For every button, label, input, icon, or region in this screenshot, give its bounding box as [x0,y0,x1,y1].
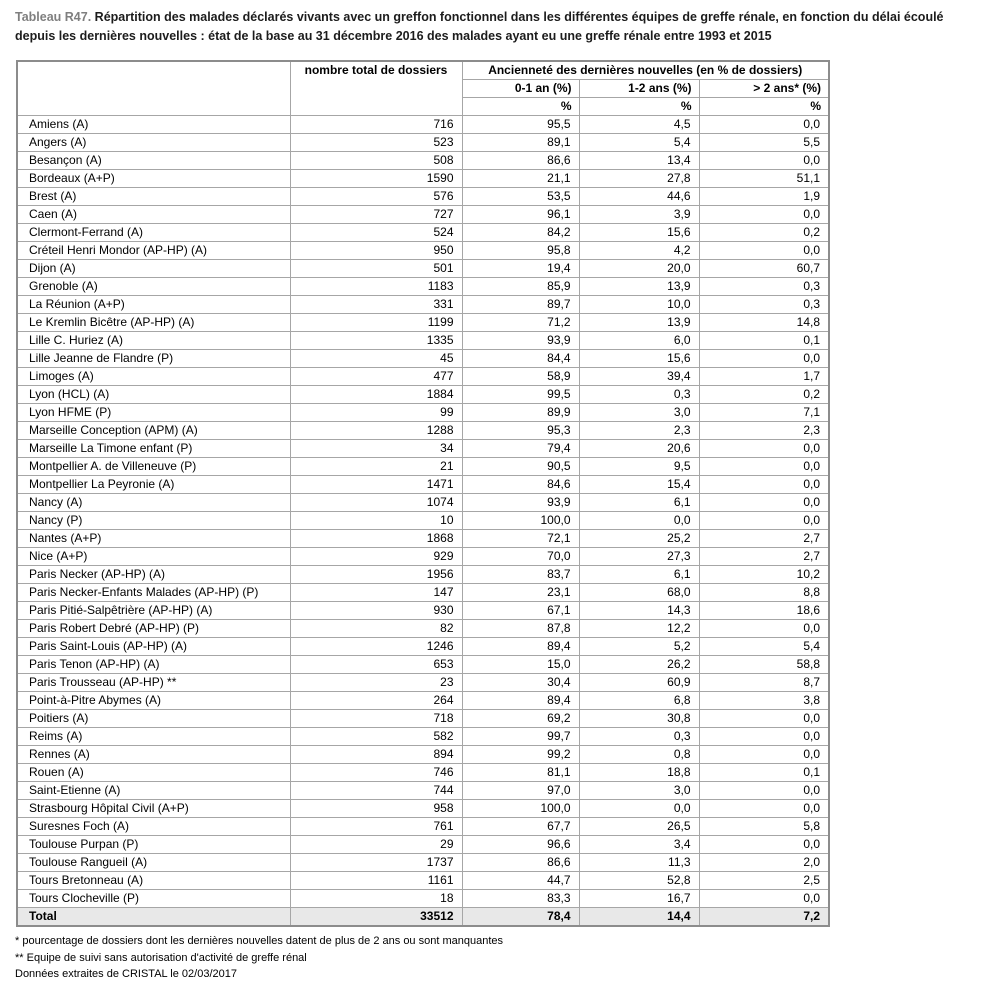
pct-1-2-ans-cell: 68,0 [579,584,699,602]
pct-0-1-an-cell: 85,9 [462,278,579,296]
total-dossiers-cell: 264 [290,692,462,710]
pct-0-1-an-cell: 84,6 [462,476,579,494]
table-row [17,296,829,314]
table-row [17,890,829,908]
pct-0-1-an-cell: 93,9 [462,332,579,350]
pct-gt-2-ans-cell: 0,2 [699,386,829,404]
table-row [17,440,829,458]
table-row [17,404,829,422]
pct-gt-2-ans-cell: 0,0 [699,476,829,494]
pct-1-2-ans-cell: 15,6 [579,224,699,242]
pct-0-1-an-cell: 95,8 [462,242,579,260]
pct-1-2-ans-cell: 52,8 [579,872,699,890]
table-row [17,476,829,494]
header-anciennete-group: Ancienneté des dernières nouvelles (en % de dossiers) [462,61,829,80]
pct-0-1-an-cell: 96,6 [462,836,579,854]
table-row [17,512,829,530]
team-name-cell: Brest (A) [17,188,290,206]
table-row [17,188,829,206]
pct-0-1-an-cell: 78,4 [462,908,579,927]
table-row [17,278,829,296]
total-dossiers-cell: 653 [290,656,462,674]
total-dossiers-cell: 929 [290,548,462,566]
total-row [17,908,829,927]
total-dossiers-cell: 1199 [290,314,462,332]
total-dossiers-cell: 1590 [290,170,462,188]
total-dossiers-cell: 1471 [290,476,462,494]
pct-0-1-an-cell: 30,4 [462,674,579,692]
pct-1-2-ans-cell: 3,0 [579,782,699,800]
total-dossiers-cell: 508 [290,152,462,170]
pct-1-2-ans-cell: 14,3 [579,602,699,620]
footnotes [15,933,503,983]
pct-gt-2-ans-cell: 0,0 [699,512,829,530]
pct-gt-2-ans-cell: 0,0 [699,728,829,746]
pct-gt-2-ans-cell: 51,1 [699,170,829,188]
total-dossiers-cell: 744 [290,782,462,800]
total-dossiers-cell: 576 [290,188,462,206]
pct-1-2-ans-cell: 0,3 [579,728,699,746]
table-row [17,530,829,548]
team-name-cell: Nancy (A) [17,494,290,512]
pct-0-1-an-cell: 97,0 [462,782,579,800]
table-row [17,674,829,692]
pct-1-2-ans-cell: 15,6 [579,350,699,368]
table-row [17,206,829,224]
total-dossiers-cell: 930 [290,602,462,620]
team-name-cell: Limoges (A) [17,368,290,386]
team-name-cell: Paris Necker (AP-HP) (A) [17,566,290,584]
total-dossiers-cell: 18 [290,890,462,908]
total-dossiers-cell: 1246 [290,638,462,656]
pct-gt-2-ans-cell: 1,7 [699,368,829,386]
team-name-cell: Paris Tenon (AP-HP) (A) [17,656,290,674]
pct-gt-2-ans-cell: 0,0 [699,800,829,818]
pct-gt-2-ans-cell: 5,4 [699,638,829,656]
pct-gt-2-ans-cell: 0,0 [699,242,829,260]
table-row [17,818,829,836]
pct-gt-2-ans-cell: 0,0 [699,746,829,764]
pct-1-2-ans-cell: 0,0 [579,512,699,530]
pct-gt-2-ans-cell: 60,7 [699,260,829,278]
pct-1-2-ans-cell: 11,3 [579,854,699,872]
pct-1-2-ans-cell: 2,3 [579,422,699,440]
pct-gt-2-ans-cell: 58,8 [699,656,829,674]
pct-gt-2-ans-cell: 0,0 [699,620,829,638]
team-name-cell: Bordeaux (A+P) [17,170,290,188]
pct-0-1-an-cell: 23,1 [462,584,579,602]
team-name-cell: Montpellier A. de Villeneuve (P) [17,458,290,476]
pct-1-2-ans-cell: 6,1 [579,494,699,512]
pct-0-1-an-cell: 89,4 [462,638,579,656]
table-row [17,494,829,512]
total-dossiers-cell: 523 [290,134,462,152]
pct-1-2-ans-cell: 60,9 [579,674,699,692]
team-name-cell: Lyon (HCL) (A) [17,386,290,404]
pct-0-1-an-cell: 95,3 [462,422,579,440]
team-name-cell: Lyon HFME (P) [17,404,290,422]
table-row [17,368,829,386]
total-dossiers-cell: 894 [290,746,462,764]
total-dossiers-cell: 582 [290,728,462,746]
team-name-cell: Reims (A) [17,728,290,746]
team-name-cell: La Réunion (A+P) [17,296,290,314]
team-name-cell: Dijon (A) [17,260,290,278]
team-name-cell: Lille C. Huriez (A) [17,332,290,350]
team-name-cell: Toulouse Purpan (P) [17,836,290,854]
table-row [17,260,829,278]
pct-0-1-an-cell: 71,2 [462,314,579,332]
pct-0-1-an-cell: 81,1 [462,764,579,782]
pct-0-1-an-cell: 53,5 [462,188,579,206]
pct-0-1-an-cell: 84,2 [462,224,579,242]
pct-0-1-an-cell: 21,1 [462,170,579,188]
pct-1-2-ans-cell: 5,4 [579,134,699,152]
pct-0-1-an-cell: 67,1 [462,602,579,620]
total-dossiers-cell: 958 [290,800,462,818]
pct-1-2-ans-cell: 25,2 [579,530,699,548]
table-row [17,548,829,566]
pct-1-2-ans-cell: 13,4 [579,152,699,170]
team-name-cell: Tours Clocheville (P) [17,890,290,908]
pct-0-1-an-cell: 58,9 [462,368,579,386]
total-dossiers-cell: 727 [290,206,462,224]
pct-gt-2-ans-cell: 0,0 [699,836,829,854]
pct-0-1-an-cell: 99,2 [462,746,579,764]
total-dossiers-cell: 1074 [290,494,462,512]
pct-gt-2-ans-cell: 0,3 [699,278,829,296]
total-dossiers-cell: 746 [290,764,462,782]
pct-0-1-an-cell: 89,4 [462,692,579,710]
pct-gt-2-ans-cell: 0,0 [699,890,829,908]
page-title [15,8,977,45]
table-row [17,692,829,710]
team-name-cell: Caen (A) [17,206,290,224]
pct-0-1-an-cell: 99,7 [462,728,579,746]
pct-gt-2-ans-cell: 5,8 [699,818,829,836]
total-dossiers-cell: 1868 [290,530,462,548]
table-row [17,782,829,800]
pct-1-2-ans-cell: 20,6 [579,440,699,458]
pct-gt-2-ans-cell: 0,2 [699,224,829,242]
total-dossiers-cell: 331 [290,296,462,314]
team-name-cell: Marseille La Timone enfant (P) [17,440,290,458]
data-table [16,60,830,927]
table-row [17,620,829,638]
pct-gt-2-ans-cell: 3,8 [699,692,829,710]
total-dossiers-cell: 1737 [290,854,462,872]
total-dossiers-cell: 761 [290,818,462,836]
footnote-asterisk: * pourcentage de dossiers dont les dernières nouvelles datent de plus de 2 ans ou sont manquantes [15,935,503,947]
pct-1-2-ans-cell: 27,8 [579,170,699,188]
pct-0-1-an-cell: 100,0 [462,512,579,530]
table-number-label: Tableau R47. [15,10,92,24]
pct-0-1-an-cell: 44,7 [462,872,579,890]
pct-gt-2-ans-cell: 0,0 [699,710,829,728]
table-row [17,872,829,890]
team-name-cell: Le Kremlin Bicêtre (AP-HP) (A) [17,314,290,332]
table-row [17,746,829,764]
pct-1-2-ans-cell: 6,8 [579,692,699,710]
pct-gt-2-ans-cell: 14,8 [699,314,829,332]
pct-0-1-an-cell: 70,0 [462,548,579,566]
pct-gt-2-ans-cell: 18,6 [699,602,829,620]
pct-gt-2-ans-cell: 0,3 [699,296,829,314]
table-row [17,332,829,350]
pct-0-1-an-cell: 79,4 [462,440,579,458]
team-name-cell: Suresnes Foch (A) [17,818,290,836]
table-row [17,170,829,188]
team-name-cell: Nancy (P) [17,512,290,530]
pct-1-2-ans-cell: 16,7 [579,890,699,908]
team-name-cell: Nantes (A+P) [17,530,290,548]
table-row [17,152,829,170]
pct-0-1-an-cell: 95,5 [462,116,579,134]
table-row [17,350,829,368]
team-name-cell: Point-à-Pitre Abymes (A) [17,692,290,710]
pct-gt-2-ans-cell: 0,1 [699,764,829,782]
pct-1-2-ans-cell: 26,5 [579,818,699,836]
total-dossiers-cell: 1288 [290,422,462,440]
pct-1-2-ans-cell: 13,9 [579,314,699,332]
pct-gt-2-ans-cell: 0,1 [699,332,829,350]
pct-1-2-ans-cell: 15,4 [579,476,699,494]
pct-0-1-an-cell: 93,9 [462,494,579,512]
pct-1-2-ans-cell: 44,6 [579,188,699,206]
total-dossiers-cell: 1183 [290,278,462,296]
total-dossiers-cell: 950 [290,242,462,260]
pct-1-2-ans-cell: 6,0 [579,332,699,350]
pct-1-2-ans-cell: 39,4 [579,368,699,386]
table-row [17,584,829,602]
pct-gt-2-ans-cell: 2,7 [699,548,829,566]
team-name-cell: Poitiers (A) [17,710,290,728]
pct-1-2-ans-cell: 3,0 [579,404,699,422]
team-name-cell: Amiens (A) [17,116,290,134]
pct-gt-2-ans-cell: 7,1 [699,404,829,422]
pct-0-1-an-cell: 19,4 [462,260,579,278]
total-dossiers-cell: 716 [290,116,462,134]
total-dossiers-cell: 82 [290,620,462,638]
pct-gt-2-ans-cell: 0,0 [699,494,829,512]
pct-gt-2-ans-cell: 8,8 [699,584,829,602]
pct-gt-2-ans-cell: 2,7 [699,530,829,548]
unit-cell: % [462,98,579,116]
pct-1-2-ans-cell: 30,8 [579,710,699,728]
pct-1-2-ans-cell: 27,3 [579,548,699,566]
header-row-1 [17,61,829,80]
team-name-cell: Grenoble (A) [17,278,290,296]
pct-1-2-ans-cell: 13,9 [579,278,699,296]
pct-gt-2-ans-cell: 0,0 [699,116,829,134]
table-row [17,728,829,746]
table-row [17,638,829,656]
pct-1-2-ans-cell: 26,2 [579,656,699,674]
table-row [17,224,829,242]
total-dossiers-cell: 99 [290,404,462,422]
header-col-0-1-an: 0-1 an (%) [462,80,579,98]
pct-gt-2-ans-cell: 0,0 [699,350,829,368]
table-row [17,836,829,854]
header-col-gt-2-ans: > 2 ans* (%) [699,80,829,98]
team-name-cell: Marseille Conception (APM) (A) [17,422,290,440]
footnote-data-source: Données extraites de CRISTAL le 02/03/2017 [15,968,237,980]
team-name-cell: Paris Necker-Enfants Malades (AP-HP) (P) [17,584,290,602]
pct-1-2-ans-cell: 9,5 [579,458,699,476]
pct-gt-2-ans-cell: 0,0 [699,440,829,458]
team-name-cell: Tours Bretonneau (A) [17,872,290,890]
team-name-cell: Paris Robert Debré (AP-HP) (P) [17,620,290,638]
team-name-cell: Paris Saint-Louis (AP-HP) (A) [17,638,290,656]
table-row [17,656,829,674]
total-dossiers-cell: 29 [290,836,462,854]
team-name-cell: Rouen (A) [17,764,290,782]
pct-0-1-an-cell: 84,4 [462,350,579,368]
pct-0-1-an-cell: 86,6 [462,854,579,872]
team-name-cell: Rennes (A) [17,746,290,764]
unit-cell: % [579,98,699,116]
table-row [17,854,829,872]
total-dossiers-cell: 1335 [290,332,462,350]
total-dossiers-cell: 477 [290,368,462,386]
team-name-cell: Lille Jeanne de Flandre (P) [17,350,290,368]
pct-1-2-ans-cell: 10,0 [579,296,699,314]
total-dossiers-cell: 33512 [290,908,462,927]
total-dossiers-cell: 147 [290,584,462,602]
total-dossiers-cell: 21 [290,458,462,476]
pct-gt-2-ans-cell: 8,7 [699,674,829,692]
pct-0-1-an-cell: 90,5 [462,458,579,476]
pct-0-1-an-cell: 67,7 [462,818,579,836]
total-dossiers-cell: 524 [290,224,462,242]
header-total-dossiers: nombre total de dossiers [290,61,462,116]
corner-cell [17,61,290,116]
pct-1-2-ans-cell: 4,5 [579,116,699,134]
team-name-cell: Total [17,908,290,927]
total-dossiers-cell: 501 [290,260,462,278]
pct-1-2-ans-cell: 12,2 [579,620,699,638]
table-row [17,116,829,134]
pct-gt-2-ans-cell: 2,3 [699,422,829,440]
pct-gt-2-ans-cell: 2,0 [699,854,829,872]
table-row [17,134,829,152]
pct-0-1-an-cell: 72,1 [462,530,579,548]
pct-1-2-ans-cell: 5,2 [579,638,699,656]
pct-1-2-ans-cell: 0,0 [579,800,699,818]
table-row [17,800,829,818]
total-dossiers-cell: 1956 [290,566,462,584]
team-name-cell: Clermont-Ferrand (A) [17,224,290,242]
pct-1-2-ans-cell: 3,9 [579,206,699,224]
table-row [17,422,829,440]
total-dossiers-cell: 23 [290,674,462,692]
total-dossiers-cell: 10 [290,512,462,530]
table-row [17,242,829,260]
pct-gt-2-ans-cell: 0,0 [699,206,829,224]
pct-1-2-ans-cell: 20,0 [579,260,699,278]
pct-gt-2-ans-cell: 0,0 [699,458,829,476]
pct-0-1-an-cell: 99,5 [462,386,579,404]
table-row [17,764,829,782]
header-col-1-2-ans: 1-2 ans (%) [579,80,699,98]
pct-1-2-ans-cell: 18,8 [579,764,699,782]
total-dossiers-cell: 718 [290,710,462,728]
pct-0-1-an-cell: 89,7 [462,296,579,314]
team-name-cell: Paris Pitié-Salpêtrière (AP-HP) (A) [17,602,290,620]
pct-gt-2-ans-cell: 0,0 [699,782,829,800]
table-row [17,710,829,728]
pct-gt-2-ans-cell: 1,9 [699,188,829,206]
pct-0-1-an-cell: 87,8 [462,620,579,638]
pct-0-1-an-cell: 96,1 [462,206,579,224]
total-dossiers-cell: 45 [290,350,462,368]
team-name-cell: Toulouse Rangueil (A) [17,854,290,872]
total-dossiers-cell: 34 [290,440,462,458]
pct-gt-2-ans-cell: 7,2 [699,908,829,927]
pct-0-1-an-cell: 89,9 [462,404,579,422]
team-name-cell: Paris Trousseau (AP-HP) ** [17,674,290,692]
pct-0-1-an-cell: 83,7 [462,566,579,584]
table-row [17,314,829,332]
pct-gt-2-ans-cell: 10,2 [699,566,829,584]
total-dossiers-cell: 1884 [290,386,462,404]
team-name-cell: Nice (A+P) [17,548,290,566]
table-row [17,602,829,620]
pct-0-1-an-cell: 86,6 [462,152,579,170]
pct-0-1-an-cell: 69,2 [462,710,579,728]
team-name-cell: Montpellier La Peyronie (A) [17,476,290,494]
team-name-cell: Strasbourg Hôpital Civil (A+P) [17,800,290,818]
pct-gt-2-ans-cell: 5,5 [699,134,829,152]
team-name-cell: Angers (A) [17,134,290,152]
pct-1-2-ans-cell: 0,3 [579,386,699,404]
pct-0-1-an-cell: 15,0 [462,656,579,674]
total-dossiers-cell: 1161 [290,872,462,890]
pct-gt-2-ans-cell: 0,0 [699,152,829,170]
pct-1-2-ans-cell: 4,2 [579,242,699,260]
pct-gt-2-ans-cell: 2,5 [699,872,829,890]
unit-cell: % [699,98,829,116]
pct-0-1-an-cell: 83,3 [462,890,579,908]
table-row [17,458,829,476]
table-title-text: Répartition des malades déclarés vivants avec un greffon fonctionnel dans les différentes équipes de greffe rénale, en fonction du délai écoulé depuis les dernières nouvelles : état de la base au 31 décembre 2016 des malades ayant eu une greffe rénale entre 1993 et 2015 [15,10,944,43]
table-row [17,386,829,404]
pct-0-1-an-cell: 100,0 [462,800,579,818]
pct-1-2-ans-cell: 0,8 [579,746,699,764]
table-row [17,566,829,584]
footnote-double-asterisk: ** Equipe de suivi sans autorisation d'activité de greffe rénal [15,951,307,964]
pct-0-1-an-cell: 89,1 [462,134,579,152]
team-name-cell: Créteil Henri Mondor (AP-HP) (A) [17,242,290,260]
table-body [17,116,829,927]
pct-1-2-ans-cell: 3,4 [579,836,699,854]
team-name-cell: Saint-Etienne (A) [17,782,290,800]
pct-1-2-ans-cell: 14,4 [579,908,699,927]
team-name-cell: Besançon (A) [17,152,290,170]
pct-1-2-ans-cell: 6,1 [579,566,699,584]
